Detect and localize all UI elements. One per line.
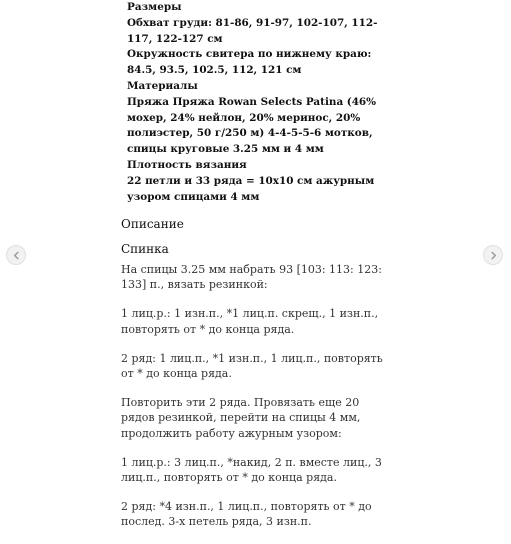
next-button[interactable] [483,245,503,265]
text-line: 133] п., вязать резинкой: [121,278,268,292]
text-line: от * до конца ряда. [121,367,232,381]
chevron-left-icon [12,251,21,260]
text-line: 1 лиц.р.: 1 изн.п., *1 лиц.п. скрещ., 1 изн.п., [121,307,379,321]
text-line: 2 ряд: *4 изн.п., 1 лиц.п., повторять от * до [121,500,372,514]
text-line: Повторить эти 2 ряда. Провязать еще 20 [121,396,360,410]
spec-line: 117, 122-127 см [127,32,223,45]
section-subheading: Спинка [121,242,169,256]
text-line: лиц.п., повторять от * до конца ряда. [121,471,337,485]
spec-line: мохер, 24% нейлон, 20% меринос, 20% [127,111,361,124]
paragraph [121,395,383,441]
spec-line: узором спицами 4 мм [127,190,260,203]
paragraph [121,351,383,381]
spec-line: Плотность вязания [127,158,247,171]
text-line: послед. 3-х петель ряда, 3 изн.п. [121,515,312,529]
spec-line: 22 петли и 33 ряда = 10x10 см ажурным [127,174,375,187]
paragraph [121,455,383,485]
spec-line: Пряжа Пряжа Rowan Selects Patina (46% [127,95,377,108]
paragraph [121,262,383,292]
spec-line: Материалы [127,79,198,92]
spec-line: Окружность свитера по нижнему краю: [127,48,372,61]
spec-line: 84.5, 93.5, 102.5, 112, 121 см [127,64,302,77]
spec-line: Размеры [127,1,182,13]
section-heading: Описание [121,217,184,231]
pattern-specs [127,0,392,205]
spec-line: полиэстер, 50 г/250 м) 4-4-5-5-6 мотков, [127,127,373,140]
paragraph [121,306,383,336]
paragraph [121,499,383,529]
text-line: продолжить работу ажурным узором: [121,426,342,440]
text-line: 2 ряд: 1 лиц.п., *1 изн.п., 1 лиц.п., повторять [121,351,383,365]
text-line: 1 лиц.р.: 3 лиц.п., *накид, 2 п. вместе лиц., 3 [121,455,382,469]
spec-line: спицы круговые 3.25 мм и 4 мм [127,143,324,156]
text-line: На спицы 3.25 мм набрать 93 [103: 113: 123: [121,263,382,276]
spec-line: Обхват груди: 81-86, 91-97, 102-107, 112- [127,16,378,29]
instructions-text [121,262,383,544]
text-line: рядов резинкой, перейти на спицы 4 мм, [121,411,361,425]
prev-button[interactable] [6,245,26,265]
chevron-right-icon [489,251,498,260]
text-line: повторять от * до конца ряда. [121,322,295,336]
